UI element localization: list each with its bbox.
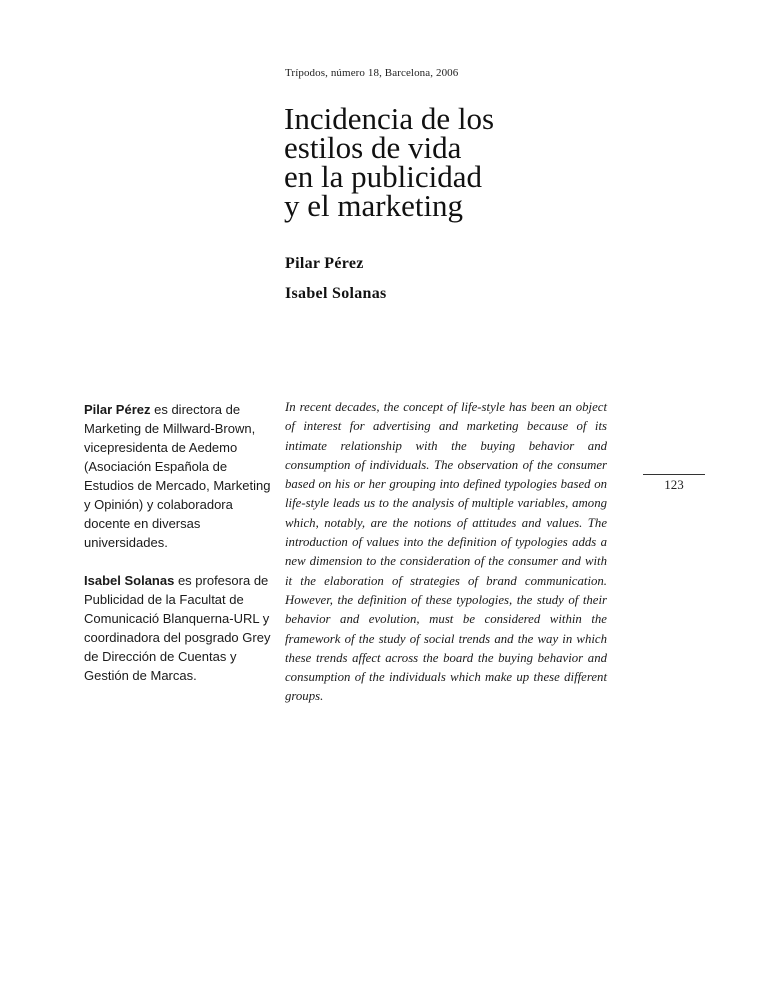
abstract-text: In recent decades, the concept of life-style has been an object of interest for advertising and marketing because of its intimate relationship with the buying behavior and consumption of individuals. The observation of the consumer based on his or her grouping into defined typologies based on life-style leads us to the analysis of multiple variables, among which, notably, are the notions of attitudes and values. The introduction of values into the definition of typologies adds a new dimension to the consideration of the consumer and with it the elaboration of strategies of brand communication. However, the definition of these typologies, the study of their behavior and evolution, must be considered within the framework of the study of social trends and the way in which these trends affect across the board the buying behavior and consumption of the individuals which make up these different groups.: [285, 400, 607, 704]
title-line: Incidencia de los: [284, 101, 495, 136]
title-line: estilos de vida: [284, 130, 462, 165]
bio-author-name: Pilar Pérez: [84, 402, 151, 417]
bio-author-name: Isabel Solanas: [84, 573, 175, 588]
bio-text: es directora de Marketing de Millward-Brown, vicepresidenta de Aedemo (Asociación Española de Estudios de Mercado, Marketing y Opinión) y colaboradora docente en diversas universidades.: [84, 402, 271, 550]
journal-citation: Trípodos, número 18, Barcelona, 2006: [285, 67, 459, 79]
author-bio: [84, 571, 274, 685]
title-line: y el marketing: [284, 188, 464, 223]
author-list: [285, 255, 387, 315]
title-line: en la publicidad: [284, 159, 482, 194]
page-number-rule: [643, 474, 705, 475]
bio-text: es profesora de Publicidad de la Facultat de Comunicació Blanquerna-URL y coordinadora del posgrado Grey de Dirección de Cuentas y Gestión de Marcas.: [84, 573, 271, 683]
page-number: 123: [664, 477, 684, 492]
author-name: Isabel Solanas: [285, 285, 387, 302]
author-bios: [84, 400, 274, 704]
article-title: [284, 101, 604, 223]
author-bio: [84, 400, 274, 552]
author-name: Pilar Pérez: [285, 255, 364, 272]
